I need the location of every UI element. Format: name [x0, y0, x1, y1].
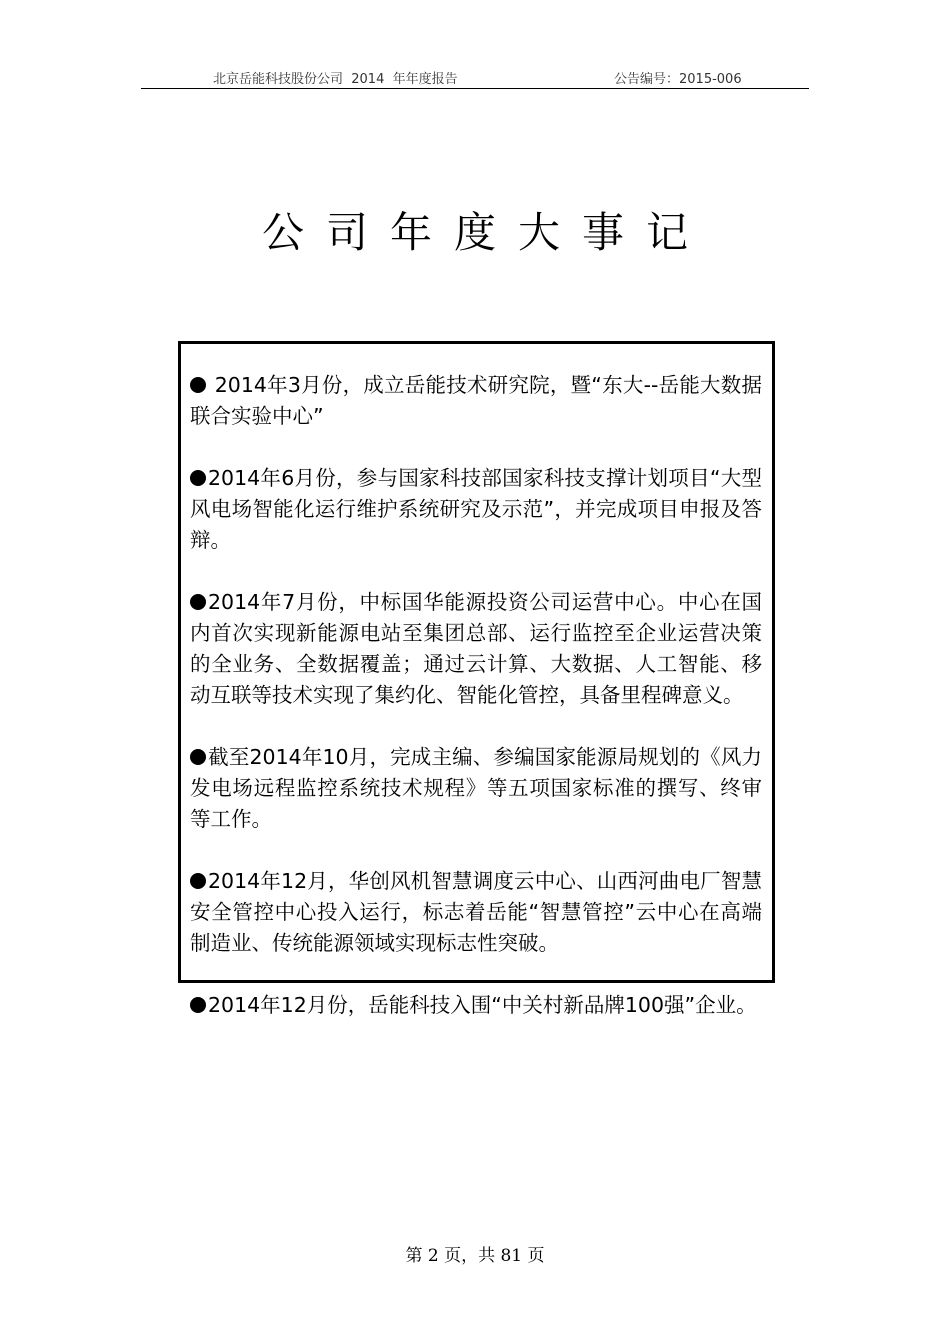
- event-text: 截至2014年10月，完成主编、参编国家能源局规划的《风力发电场远程监控系统技术规程》等五项国家标准的撰写、终审等工作。: [190, 745, 762, 831]
- page-title: 公司年度大事记: [261, 208, 710, 257]
- bullet-icon: [190, 470, 206, 486]
- bullet-icon: [190, 873, 206, 889]
- bullet-icon: [190, 377, 206, 393]
- bullet-icon: [190, 749, 206, 765]
- page-number: 第 2 页，共 81 页: [405, 1246, 545, 1266]
- event-item: [190, 370, 762, 432]
- event-text: 2014年12月份，岳能科技入围“中关村新品牌100强”企业。: [208, 993, 757, 1017]
- event-text: 2014年12月，华创风机智慧调度云中心、山西河曲电厂智慧安全管控中心投入运行，标志着岳能“智慧管控”云中心在高端制造业、传统能源领域实现标志性突破。: [190, 869, 762, 955]
- event-text: 2014年7月份，中标国华能源投资公司运营中心。中心在国内首次实现新能源电站至集团总部、运行监控至企业运营决策的全业务、全数据覆盖；通过云计算、大数据、人工智能、移动互联等技术实现了集约化、智能化管控，具备里程碑意义。: [190, 590, 762, 707]
- event-text: 2014年6月份，参与国家科技部国家科技支撑计划项目“大型风电场智能化运行维护系统研究及示范”，并完成项目申报及答辩。: [190, 466, 762, 552]
- event-item: [190, 990, 762, 1021]
- announcement-number: 公告编号：2015-006: [614, 72, 742, 87]
- bullet-icon: [190, 997, 206, 1013]
- header-divider: [141, 88, 809, 89]
- event-item: [190, 866, 762, 959]
- report-header-title: 北京岳能科技股份公司 2014 年年度报告: [213, 72, 458, 87]
- event-text: 2014年3月份，成立岳能技术研究院，暨“东大--岳能大数据联合实验中心”: [190, 373, 762, 428]
- event-item: [190, 742, 762, 835]
- events-box: [178, 341, 775, 1017]
- bullet-icon: [190, 594, 206, 610]
- event-item: [190, 463, 762, 556]
- event-item: [190, 587, 762, 711]
